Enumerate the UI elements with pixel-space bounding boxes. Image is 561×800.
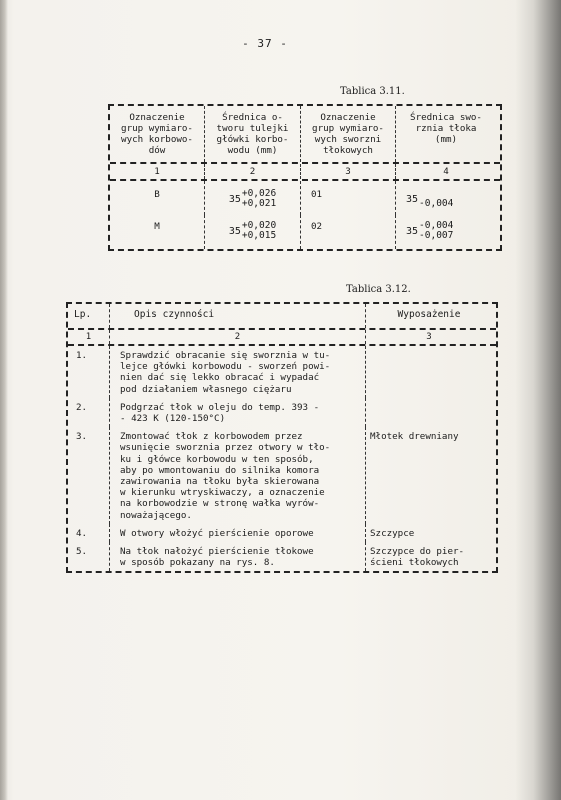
table-3-11-caption: Tablica 3.11. — [340, 86, 405, 97]
header-cell-lp: Lp. — [68, 304, 110, 328]
table-row: M 35 +0,020 +0,015 02 35 -0,004 -0,007 — [110, 215, 500, 249]
header-cell-group: Oznaczenie grup wymiaro- wych korbowo- dów — [110, 106, 205, 162]
pin-dimension: 35 -0,004 -0,007 — [406, 220, 454, 241]
bore-dimension: 35 +0,026 +0,021 — [205, 181, 301, 215]
table-row — [68, 398, 496, 427]
row-description: Sprawdzić obracanie się sworznia w tu- lejce główki korbowodu - sworzeń powi- nien dać się lekko obracać i wypadać pod działaniem własnego ciężaru — [110, 346, 366, 398]
table-row — [68, 542, 496, 571]
table-row — [68, 524, 496, 542]
header-cell-pin-group: Oznaczenie grup wymiaro- wych sworzni tłokowych — [301, 106, 396, 162]
row-number: 4. — [68, 524, 110, 542]
row-description: Zmontować tłok z korbowodem przez wsunięcie sworznia przez otwory w tło- ku i główce korbowodu w ten sposób, aby po wmontowaniu do silnika komora zawirowania na tłoku była skierowana w kierunku wtryskiwaczy, a oznaczenie na korbowodzie w stronę wałka wyrów- noważającego. — [110, 427, 366, 524]
row-description: Na tłok nałożyć pierścienie tłokowe w sposób pokazany na rys. 8. — [110, 542, 366, 571]
row-number: 3. — [68, 427, 110, 524]
row-number: 1. — [68, 346, 110, 398]
header-cell-bore: Średnica o- tworu tulejki główki korbo- wodu (mm) — [205, 106, 301, 162]
header-cell-description: Opis czynności — [110, 304, 366, 328]
bore-dimension: 35 +0,020 +0,015 — [205, 215, 301, 249]
table-header-row — [110, 106, 500, 162]
page-edge-shadow — [515, 0, 561, 800]
row-equipment: Młotek drewniany — [370, 431, 459, 443]
table-row — [68, 427, 496, 524]
table-3-12 — [66, 302, 498, 573]
row-equipment: Szczypce do pier- ścieni tłokowych — [370, 546, 465, 569]
table-row: B 35 +0,026 +0,021 01 35 -0,004 — [110, 181, 500, 215]
table-header-row — [68, 304, 496, 328]
table-body — [68, 346, 496, 571]
header-cell-pin-diameter: Średnica swo- rznia tłoka (mm) — [410, 112, 482, 145]
row-equipment — [366, 346, 492, 398]
column-number-row: 1 2 3 — [68, 328, 496, 346]
header-cell-equipment: Wyposażenie — [397, 309, 461, 320]
pin-dimension: 35 -0,004 — [406, 193, 454, 209]
table-3-12-caption: Tablica 3.12. — [346, 284, 411, 295]
row-equipment: Szczypce — [370, 527, 415, 539]
table-row — [68, 346, 496, 398]
binding-shadow — [0, 0, 8, 800]
row-number: 2. — [68, 398, 110, 427]
row-number: 5. — [68, 542, 110, 571]
column-number-row: 1 2 3 4 — [110, 162, 500, 181]
row-description: W otwory włożyć pierścienie oporowe — [110, 524, 366, 542]
row-equipment — [366, 398, 492, 427]
page-number: - 37 - — [242, 37, 288, 50]
table-3-11 — [108, 104, 502, 251]
row-description: Podgrzać tłok w oleju do temp. 393 - - 423 K (120-150°C) — [110, 398, 366, 427]
